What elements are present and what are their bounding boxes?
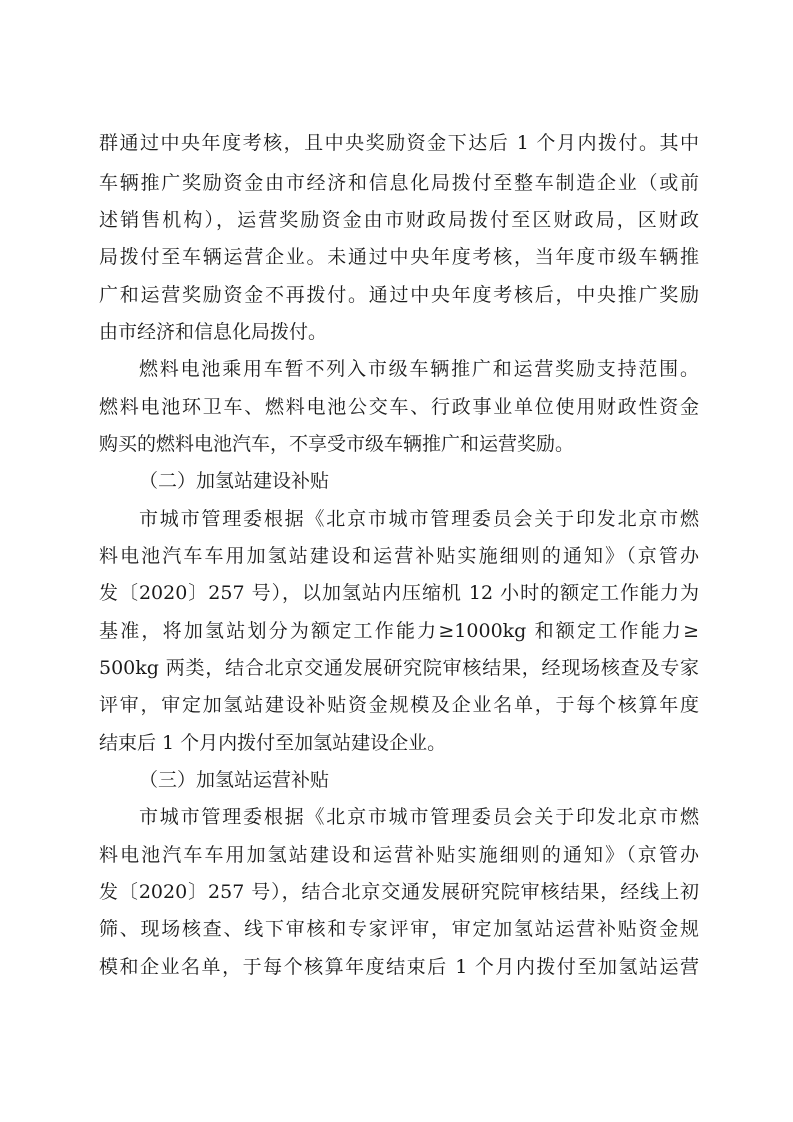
text-line: 结束后 1 个月内拨付至加氢站建设企业。 [99,732,447,754]
text-line: 由市经济和信息化局拨付。 [99,321,328,343]
text-line: 群通过中央年度考核，且中央奖励资金下达后 1 个月内拨付。其中 [99,132,699,154]
text-line: 燃料电池乘用车暂不列入市级车辆推广和运营奖励支持范围。 [139,358,699,380]
text-line: 筛、现场核查、线下审核和专家评审，审定加氢站运营补贴资金规 [99,918,699,940]
text-line: 评审，审定加氢站建设补贴资金规模及企业名单，于每个核算年度 [99,694,699,716]
section-heading-2: （二）加氢站建设补贴 [139,470,330,492]
text-line: 局拨付至车辆运营企业。未通过中央年度考核，当年度市级车辆推 [99,246,699,268]
text-line: 料电池汽车车用加氢站建设和运营补贴实施细则的通知》（京管办 [99,844,699,866]
text-line: 广和运营奖励资金不再拨付。通过中央年度考核后，中央推广奖励 [99,284,699,306]
text-line: 燃料电池环卫车、燃料电池公交车、行政事业单位使用财政性资金 [99,396,699,418]
text-line: 市城市管理委根据《北京市城市管理委员会关于印发北京市燃 [139,806,699,828]
text-line: 基准，将加氢站划分为额定工作能力≥1000kg 和额定工作能力≥ [99,620,699,642]
text-line: 述销售机构），运营奖励资金由市财政局拨付至区财政局，区财政 [99,209,699,231]
text-line: 发〔2020〕257 号），结合北京交通发展研究院审核结果，经线上初 [99,881,699,903]
section-heading-3: （三）加氢站运营补贴 [139,769,330,791]
text-line: 购买的燃料电池汽车，不享受市级车辆推广和运营奖励。 [99,433,575,455]
text-line: 发〔2020〕257 号），以加氢站内压缩机 12 小时的额定工作能力为 [99,582,699,604]
text-line: 市城市管理委根据《北京市城市管理委员会关于印发北京市燃 [139,508,699,530]
text-line: 车辆推广奖励资金由市经济和信息化局拨付至整车制造企业（或前 [99,172,699,194]
text-line: 料电池汽车车用加氢站建设和运营补贴实施细则的通知》（京管办 [99,545,699,567]
text-line: 500kg 两类，结合北京交通发展研究院审核结果，经现场核查及专家 [99,657,699,679]
text-line: 模和企业名单，于每个核算年度结束后 1 个月内拨付至加氢站运营 [99,956,699,978]
